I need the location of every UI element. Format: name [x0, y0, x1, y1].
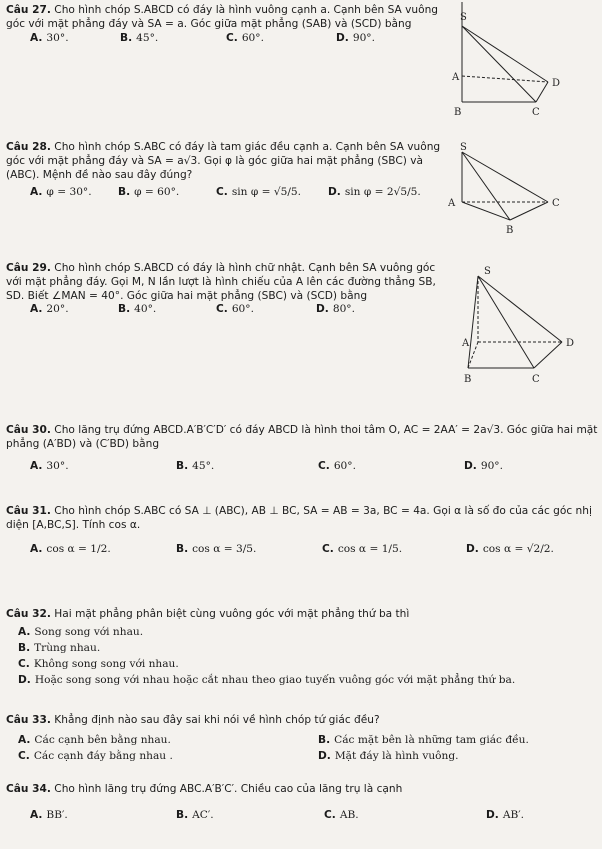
label-s: S	[460, 142, 467, 153]
question-30	[6, 424, 598, 476]
option-b[interactable]: B. Các mặt bên là những tam giác đều.	[318, 733, 529, 746]
options-row	[6, 460, 598, 476]
option-c[interactable]: C. 60°.	[226, 31, 264, 44]
options-row	[6, 809, 598, 825]
option-b[interactable]: B. 45°.	[120, 31, 159, 44]
option-c[interactable]: C. 60°.	[216, 303, 254, 316]
option-a[interactable]: A. 20°.	[30, 303, 69, 316]
label-s: S	[460, 12, 467, 23]
question-number: Câu 29.	[6, 262, 51, 274]
option-a[interactable]: A. 30°.	[30, 459, 69, 472]
question-32	[6, 608, 598, 690]
label-c: C	[532, 107, 540, 118]
options-row	[6, 32, 454, 48]
option-d[interactable]: D. Hoặc song song với nhau hoặc cắt nhau theo giao tuyến vuông góc với mặt phẳng thứ ba.	[18, 673, 516, 686]
label-a: A	[448, 198, 456, 209]
option-c[interactable]: C. Không song song với nhau.	[18, 657, 179, 670]
question-number: Câu 33.	[6, 714, 51, 726]
figure-pyramid-q29	[454, 262, 584, 386]
option-b[interactable]: B. 40°.	[118, 303, 157, 316]
question-number: Câu 31.	[6, 505, 51, 517]
option-d[interactable]: D. sin φ = 2√5/5.	[328, 186, 421, 199]
options-row	[6, 734, 598, 750]
label-c: C	[552, 198, 560, 209]
option-a[interactable]: A. 30°.	[30, 31, 69, 44]
question-28	[6, 141, 454, 202]
question-number: Câu 32.	[6, 608, 51, 620]
options-row	[6, 303, 454, 319]
question-stem: Hai mặt phẳng phân biệt cùng vuông góc với mặt phẳng thứ ba thì	[54, 608, 410, 620]
option-a[interactable]: A. BB′.	[30, 808, 68, 821]
figure-pyramid-q28	[448, 140, 568, 238]
question-stem: Cho hình lăng trụ đứng ABC.A′B′C′. Chiều cao của lăng trụ là cạnh	[54, 783, 403, 795]
options-row	[6, 186, 454, 202]
option-d[interactable]: D. cos α = √2/2.	[466, 542, 554, 555]
label-s: S	[484, 266, 491, 277]
option-b[interactable]: B. Trùng nhau.	[18, 641, 101, 654]
question-number: Câu 30.	[6, 424, 51, 436]
label-a: A	[452, 72, 460, 83]
label-a: A	[462, 338, 470, 349]
figure-pyramid-q27	[448, 2, 568, 120]
option-d[interactable]: D. 90°.	[336, 31, 375, 44]
label-c: C	[532, 374, 540, 385]
option-a[interactable]: A. Song song với nhau.	[18, 625, 144, 638]
label-b: B	[454, 107, 462, 118]
option-a[interactable]: A. Các cạnh bên bằng nhau.	[18, 733, 171, 746]
label-b: B	[506, 225, 514, 236]
options-row	[6, 543, 598, 559]
question-stem: Cho hình chóp S.ABCD có đáy là hình chữ nhật. Cạnh bên SA vuông góc với mặt phẳng đáy. Gọi M, N lần lượt là hình chiếu của A lên các đường thẳng SB, SD. Biết ∠MAN = 40°. Góc giữa hai mặt phẳng (SBC) và (SCD) bằng	[6, 262, 436, 302]
question-33	[6, 714, 598, 766]
label-d: D	[566, 338, 575, 349]
question-stem: Cho hình chóp S.ABC có đáy là tam giác đều cạnh a. Cạnh bên SA vuông góc với mặt phẳng đáy và SA = a√3. Gọi φ là góc giữa hai mặt phẳng (SBC) và (ABC). Mệnh đề nào sau đây đúng?	[6, 141, 441, 181]
option-c[interactable]: C. 60°.	[318, 459, 356, 472]
option-d[interactable]: D. Mặt đáy là hình vuông.	[318, 749, 459, 762]
question-31	[6, 505, 598, 559]
option-b[interactable]: B. φ = 60°.	[118, 186, 180, 199]
question-number: Câu 27.	[6, 4, 51, 16]
option-d[interactable]: D. 90°.	[464, 459, 503, 472]
label-b: B	[464, 374, 472, 385]
option-b[interactable]: B. AC′.	[176, 808, 214, 821]
label-d: D	[552, 78, 561, 89]
options-column	[6, 626, 598, 690]
option-b[interactable]: B. cos α = 3/5.	[176, 542, 257, 555]
option-c[interactable]: C. cos α = 1/5.	[322, 542, 403, 555]
option-b[interactable]: B. 45°.	[176, 459, 215, 472]
question-stem: Khẳng định nào sau đây sai khi nói về hình chóp tứ giác đều?	[54, 714, 380, 726]
question-stem: Cho hình chóp S.ABCD có đáy là hình vuông cạnh a. Cạnh bên SA vuông góc với mặt phẳng đáy và SA = a. Góc giữa mặt phẳng (SAB) và (SCD) bằng	[6, 4, 439, 30]
question-number: Câu 28.	[6, 141, 51, 153]
question-27	[6, 4, 454, 48]
question-stem: Cho lăng trụ đứng ABCD.A′B′C′D′ có đáy ABCD là hình thoi tâm O, AC = 2AA′ = 2a√3. Góc giữa hai mặt phẳng (A′BD) và (C′BD) bằng	[6, 424, 598, 450]
option-d[interactable]: D. AB′.	[486, 808, 525, 821]
option-d[interactable]: D. 80°.	[316, 303, 355, 316]
option-a[interactable]: A. cos α = 1/2.	[30, 542, 111, 555]
options-row	[6, 750, 598, 766]
question-stem: Cho hình chóp S.ABC có SA ⊥ (ABC), AB ⊥ BC, SA = AB = 3a, BC = 4a. Gọi α là số đo của các góc nhị diện [A,BC,S]. Tính cos α.	[6, 505, 592, 531]
option-c[interactable]: C. sin φ = √5/5.	[216, 186, 302, 199]
question-29	[6, 262, 454, 319]
question-number: Câu 34.	[6, 783, 51, 795]
question-34	[6, 783, 598, 825]
option-a[interactable]: A. φ = 30°.	[30, 186, 92, 199]
option-c[interactable]: C. Các cạnh đáy bằng nhau .	[18, 749, 173, 762]
option-c[interactable]: C. AB.	[324, 808, 359, 821]
